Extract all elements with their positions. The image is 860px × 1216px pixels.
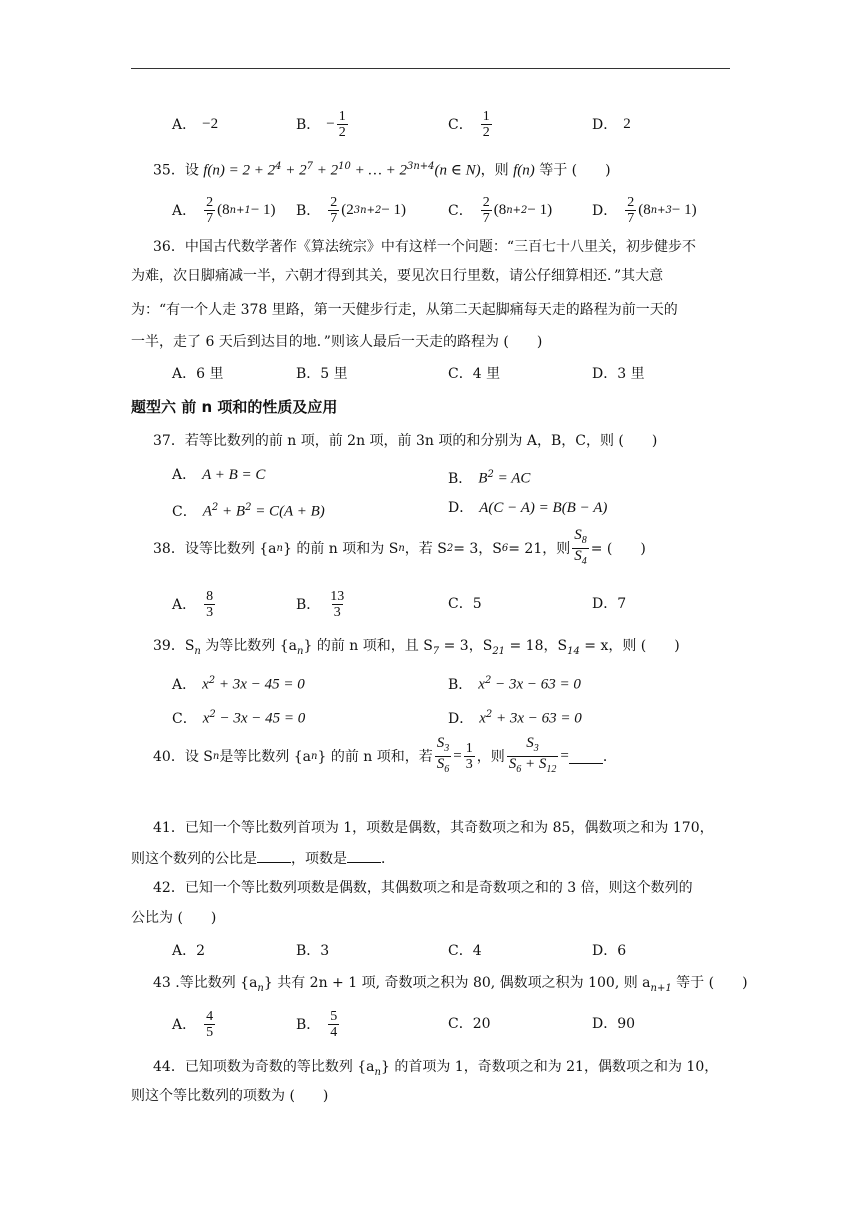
q39-option-c: C． $x^2 - 3x - 45 = 0$ xyxy=(172,709,306,727)
q35-option-a: A． $\frac{2}{7}$ (8 n+1 − 1) xyxy=(172,194,276,226)
fraction: $\frac{2}{7}$ xyxy=(206,194,214,226)
q35-option-d: D． $\frac{2}{7}$ (8 n+3 − 1) xyxy=(592,194,697,226)
q36-option-d: D．3 里 xyxy=(592,366,645,382)
section-title: 题型六 前 n 项和的性质及应用 xyxy=(131,398,338,416)
q42-option-b: B．3 xyxy=(296,943,330,959)
q41-line-2: 则这个数列的公比是 ，项数是 ． xyxy=(131,848,395,869)
answer-blank[interactable] xyxy=(569,749,603,764)
q36-option-a: A．6 里 xyxy=(172,366,224,382)
q39-stem: 39．$S_n$ 为等比数列 $\{a_n\}$ 的前 n 项和，且 $S_7 = 3$，$S_{21} = 18$，$S_{14} = x$，则 ( ) xyxy=(153,638,680,657)
q37-stem: 37．若等比数列的前 n 项，前 2n 项，前 3n 项的和分别为 A，B，C，则 ( ) xyxy=(153,433,658,449)
q40-stem: 40．设 S n 是等比数列 {a n } 的前 n 项和，若 $\frac{S_3}{S_6}$ = $\frac{1}{3}$ ，则 $\frac{S_3}{S_6 + S_{12}}$ = ． xyxy=(153,734,617,775)
q35-stem: 35．设 $f(n) = 2 + 2^4 + 2^7 + 2^{10}$ + … + $2^{3n+4}(n$ ∈ N)，则 f(n) 等于 ( ) xyxy=(153,161,611,179)
q44-line-2: 则这个等比数列的项数为 ( ) xyxy=(131,1088,329,1104)
q43-stem: 43 .等比数列 $\{a_n\}$ 共有 2n + 1 项, 奇数项之积为 80, 偶数项之积为 100, 则 $a_{n+1}$ 等于 ( ) xyxy=(153,975,748,994)
fraction: $\frac{2}{7}$ xyxy=(627,194,635,226)
q34-option-b: B． − $\frac{1}{2}$ xyxy=(296,108,346,140)
q43-option-c: C．20 xyxy=(448,1016,491,1032)
fraction: $\frac{S_3}{S_6}$ xyxy=(436,734,450,775)
q36-line-4: 一半，走了 6 天后到达目的地．”则该人最后一天走的路程为 ( ) xyxy=(131,334,543,350)
q36-line-2: 为难，次日脚痛减一半，六朝才得到其关，要见次日行里数，请公仔细算相还．”其大意 xyxy=(131,268,664,284)
q34-option-d: D． 2 xyxy=(592,115,631,133)
q38-stem: 38．设等比数列 {a n } 的前 n 项和为 S n ，若 S 2 = 3，S 6 = 21，则 $\frac{S_8}{S_4}$ = ( ) xyxy=(153,526,646,567)
fraction: $\frac{2}{7}$ xyxy=(330,194,338,226)
fraction: $\frac{8}{3}$ xyxy=(206,588,214,620)
q34-option-a: A． −2 xyxy=(172,115,219,133)
fraction: $\frac{5}{4}$ xyxy=(330,1008,338,1040)
fraction: $\frac{13}{3}$ xyxy=(330,588,345,620)
fraction: $\frac{S_8}{S_4}$ xyxy=(574,526,587,567)
q37-option-d: D． A(C − A) = B(B − A) xyxy=(448,500,608,516)
fraction: $\frac{2}{7}$ xyxy=(482,194,490,226)
q42-line-1: 42．已知一个等比数列项数是偶数，其偶数项之和是奇数项之和的 3 倍，则这个数列的 xyxy=(153,880,693,896)
q37-option-b: B． $B^2$ = AC xyxy=(448,469,531,487)
q43-option-a: A． $\frac{4}{5}$ xyxy=(172,1008,214,1040)
fraction: $\frac{4}{5}$ xyxy=(206,1008,214,1040)
q39-option-d: D． $x^2 + 3x - 63 = 0$ xyxy=(448,709,582,727)
q35-option-c: C． $\frac{2}{7}$ (8 n+2 − 1) xyxy=(448,194,553,226)
q35-option-b: B． $\frac{2}{7}$ (2 3n+2 − 1) xyxy=(296,194,407,226)
q38-option-a: A． $\frac{8}{3}$ xyxy=(172,588,214,620)
fraction: $\frac{1}{2}$ xyxy=(482,108,490,140)
answer-blank[interactable] xyxy=(347,848,381,863)
q34-option-c: C． $\frac{1}{2}$ xyxy=(448,108,490,140)
answer-blank[interactable] xyxy=(257,848,291,863)
q42-option-d: D．6 xyxy=(592,943,627,959)
fraction: $\frac{1}{2}$ xyxy=(338,108,346,140)
fraction: $\frac{1}{3}$ xyxy=(465,740,473,772)
q38-option-c: C．5 xyxy=(448,596,482,612)
q38-option-b: B． $\frac{13}{3}$ xyxy=(296,588,345,620)
q41-line-1: 41．已知一个等比数列首项为 1，项数是偶数，其奇数项之和为 85，偶数项之和为 170， xyxy=(153,820,714,836)
q36-option-b: B．5 里 xyxy=(296,366,348,382)
q36-option-c: C．4 里 xyxy=(448,366,501,382)
q39-option-a: A． $x^2 + 3x - 45 = 0$ xyxy=(172,675,305,693)
header-rule xyxy=(131,68,730,69)
q39-option-b: B． $x^2 - 3x - 63 = 0$ xyxy=(448,675,581,693)
q42-option-a: A．2 xyxy=(172,943,206,959)
q42-option-c: C．4 xyxy=(448,943,482,959)
q43-option-d: D．90 xyxy=(592,1016,636,1032)
q44-line-1: 44．已知项数为奇数的等比数列 $\{a_n\}$ 的首项为 1，奇数项之和为 21，偶数项之和为 10， xyxy=(153,1059,719,1078)
q38-option-d: D．7 xyxy=(592,596,627,612)
q36-line-1: 36．中国古代数学著作《算法统宗》中有这样一个问题：“三百七十八里关，初步健步不 xyxy=(153,239,696,255)
q43-option-b: B． $\frac{5}{4}$ xyxy=(296,1008,338,1040)
q36-line-3: 为：“有一个人走 378 里路，第一天健步行走，从第二天起脚痛每天走的路程为前一天的 xyxy=(131,302,678,318)
q37-option-c: C． $A^2 + B^2 = C(A + B)$ xyxy=(172,502,325,520)
q42-line-2: 公比为 ( ) xyxy=(131,910,217,926)
q37-option-a: A． A + B = C xyxy=(172,467,266,483)
fraction: $\frac{S_3}{S_6 + S_{12}}$ xyxy=(508,734,557,775)
